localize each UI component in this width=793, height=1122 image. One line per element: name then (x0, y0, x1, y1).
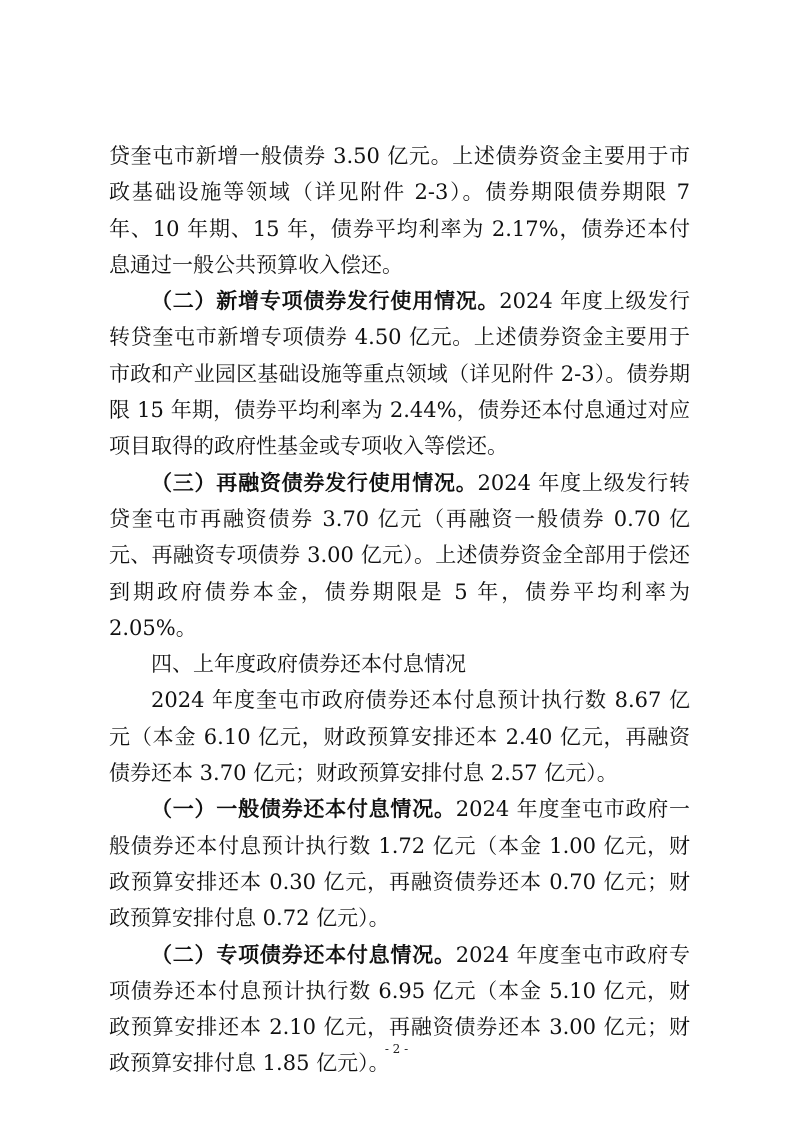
paragraph-refinancing-bonds (109, 465, 690, 646)
section-lead-general-bond-repayment: （一）一般债券还本付息情况。 (151, 797, 456, 822)
section-lead-special-bond-repayment: （二）专项债券还本付息情况。 (151, 942, 456, 967)
section-body-special-bond-repayment: 2024 年度奎屯市政府专项债券还本付息预计执行数 6.95 亿元（本金 5.10 亿元，财政预算安排还本 2.10 亿元，再融资债券还本 3.00 亿元；财政预算安排付息 1.85 亿元）。 (109, 942, 691, 1076)
section-body-new-special-bonds: 2024 年度上级发行转贷奎屯市新增专项债券 4.50 亿元。上述债券资金主要用于市政和产业园区基础设施等重点领域（详见附件 2-3）。债券期限 15 年期，债券平均利率为 2.44%，债券还本付息通过对应项目取得的政府性基金或专项收入等偿还。 (109, 289, 691, 459)
paragraph-special-bond-repayment (109, 937, 690, 1082)
section-lead-refinancing-bonds: （三）再融资债券发行使用情况。 (151, 470, 478, 495)
section-lead-new-special-bonds: （二）新增专项债券发行使用情况。 (151, 289, 500, 314)
section-heading-repayment: 四、上年度政府债券还本付息情况 (151, 652, 466, 677)
page-number: - 2 - (384, 1042, 409, 1056)
paragraph-new-special-bonds (109, 283, 690, 464)
paragraph-repayment-summary: 2024 年度奎屯市政府债券还本付息预计执行数 8.67 亿元（本金 6.10 亿元，财政预算安排还本 2.40 亿元，再融资债券还本 3.70 亿元；财政预算安排付息 2.57 亿元）。 (109, 688, 690, 786)
section-body-refinancing-bonds: 2024 年度上级发行转贷奎屯市再融资债券 3.70 亿元（再融资一般债券 0.70 亿元、再融资专项债券 3.00 亿元）。上述债券资金全部用于偿还到期政府债券本金，债券期限是 5 年，债券平均利率为 2.05%。 (109, 470, 691, 640)
paragraph-new-general-bonds-continued: 贷奎屯市新增一般债券 3.50 亿元。上述债券资金主要用于市政基础设施等领域（详见附件 2-3）。债券期限债券期限 7 年、10 年期、15 年，债券平均利率为 2.17%，债券还本付息通过一般公共预算收入偿还。 (109, 144, 690, 277)
paragraph-general-bond-repayment (109, 791, 690, 936)
section-body-general-bond-repayment: 2024 年度奎屯市政府一般债券还本付息预计执行数 1.72 亿元（本金 1.00 亿元，财政预算安排还本 0.30 亿元，再融资债券还本 0.70 亿元；财政预算安排付息 0.72 亿元）。 (109, 797, 691, 931)
